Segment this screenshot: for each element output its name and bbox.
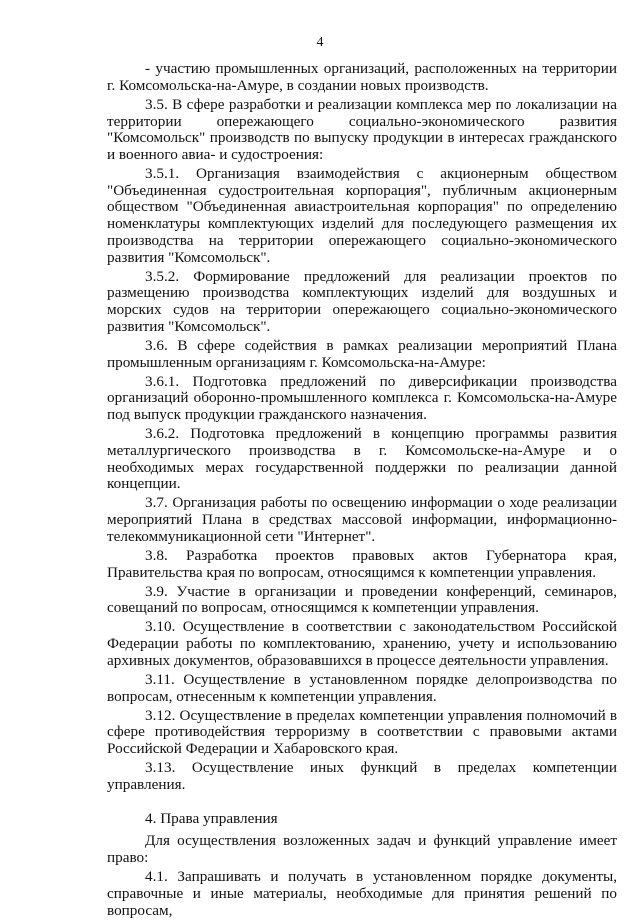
- paragraph-participation: - участию промышленных организаций, расположенных на территории г. Комсомольска-на-Амуре, в создании новых производств.: [107, 60, 617, 94]
- paragraph-3-5-1: 3.5.1. Организация взаимодействия с акционерным обществом "Объединенная судостроительная корпорация", публичным акционерным обществом "Объединенная авиастроительная корпорация" по определению номенклатуры комплектующих изделий для последующего размещения их производства на территории опережающего социально-экономического развития "Комсомольск".: [107, 165, 617, 266]
- paragraph-3-10: 3.10. Осуществление в соответствии с законодательством Российской Федерации работы по комплектованию, хранению, учету и использованию архивных документов, образовавшихся в процессе деятельности управления.: [107, 618, 617, 669]
- paragraph-3-12: 3.12. Осуществление в пределах компетенции управления полномочий в сфере противодействия терроризму в соответствии с правовыми актами Российской Федерации и Хабаровского края.: [107, 706, 617, 758]
- paragraph-3-6-2: 3.6.2. Подготовка предложений в концепцию программы развития металлургического производства в г. Комсомольске-на-Амуре и о необходимых мерах государственной поддержки по реализации данной концепции.: [107, 425, 617, 493]
- paragraph-3-8: 3.8. Разработка проектов правовых актов Губернатора края, Правительства края по вопросам, относящимся к компетенции управления.: [107, 546, 617, 581]
- paragraph-3-5: 3.5. В сфере разработки и реализации комплекса мер по локализации на территории опережающего социально-экономического развития "Комсомольск" производств по выпуску продукции в интересах гражданского и военного авиа- и судостроения:: [107, 95, 617, 163]
- document-body: [107, 61, 617, 922]
- paragraph-3-6-1: 3.6.1. Подготовка предложений по диверсификации производства организаций оборонно-промышленного комплекса г. Комсомольска-на-Амуре под выпуск продукции гражданского назначения.: [107, 372, 617, 424]
- paragraph-3-6: 3.6. В сфере содействия в рамках реализации мероприятий Плана промышленным организациям г. Комсомольска-на-Амуре:: [107, 336, 617, 371]
- paragraph-3-11: 3.11. Осуществление в установленном порядке делопроизводства по вопросам, отнесенным к компетенции управления.: [107, 670, 617, 705]
- paragraph-4-1: 4.1. Запрашивать и получать в установленном порядке документы, справочные и иные материалы, необходимые для принятия решений по вопросам,: [107, 868, 617, 919]
- paragraph-3-7: 3.7. Организация работы по освещению информации о ходе реализации мероприятий Плана в средствах массовой информации, информационно-телекоммуникационной сети "Интернет".: [107, 494, 617, 545]
- paragraph-3-13: 3.13. Осуществление иных функций в пределах компетенции управления.: [107, 759, 617, 793]
- paragraph-3-9: 3.9. Участие в организации и проведении конференций, семинаров, совещаний по вопросам, относящимся к компетенции управления.: [107, 582, 617, 617]
- paragraph-3-5-2: 3.5.2. Формирование предложений для реализации проектов по размещению производства комплектующих изделий для воздушных и морских судов на территории опережающего социально-экономического развития "Комсомольск".: [107, 267, 617, 335]
- paragraph-rights-intro: Для осуществления возложенных задач и функций управление имеет право:: [107, 832, 617, 867]
- page-number: 4: [316, 35, 324, 50]
- section-heading: 4. Права управления: [145, 809, 278, 827]
